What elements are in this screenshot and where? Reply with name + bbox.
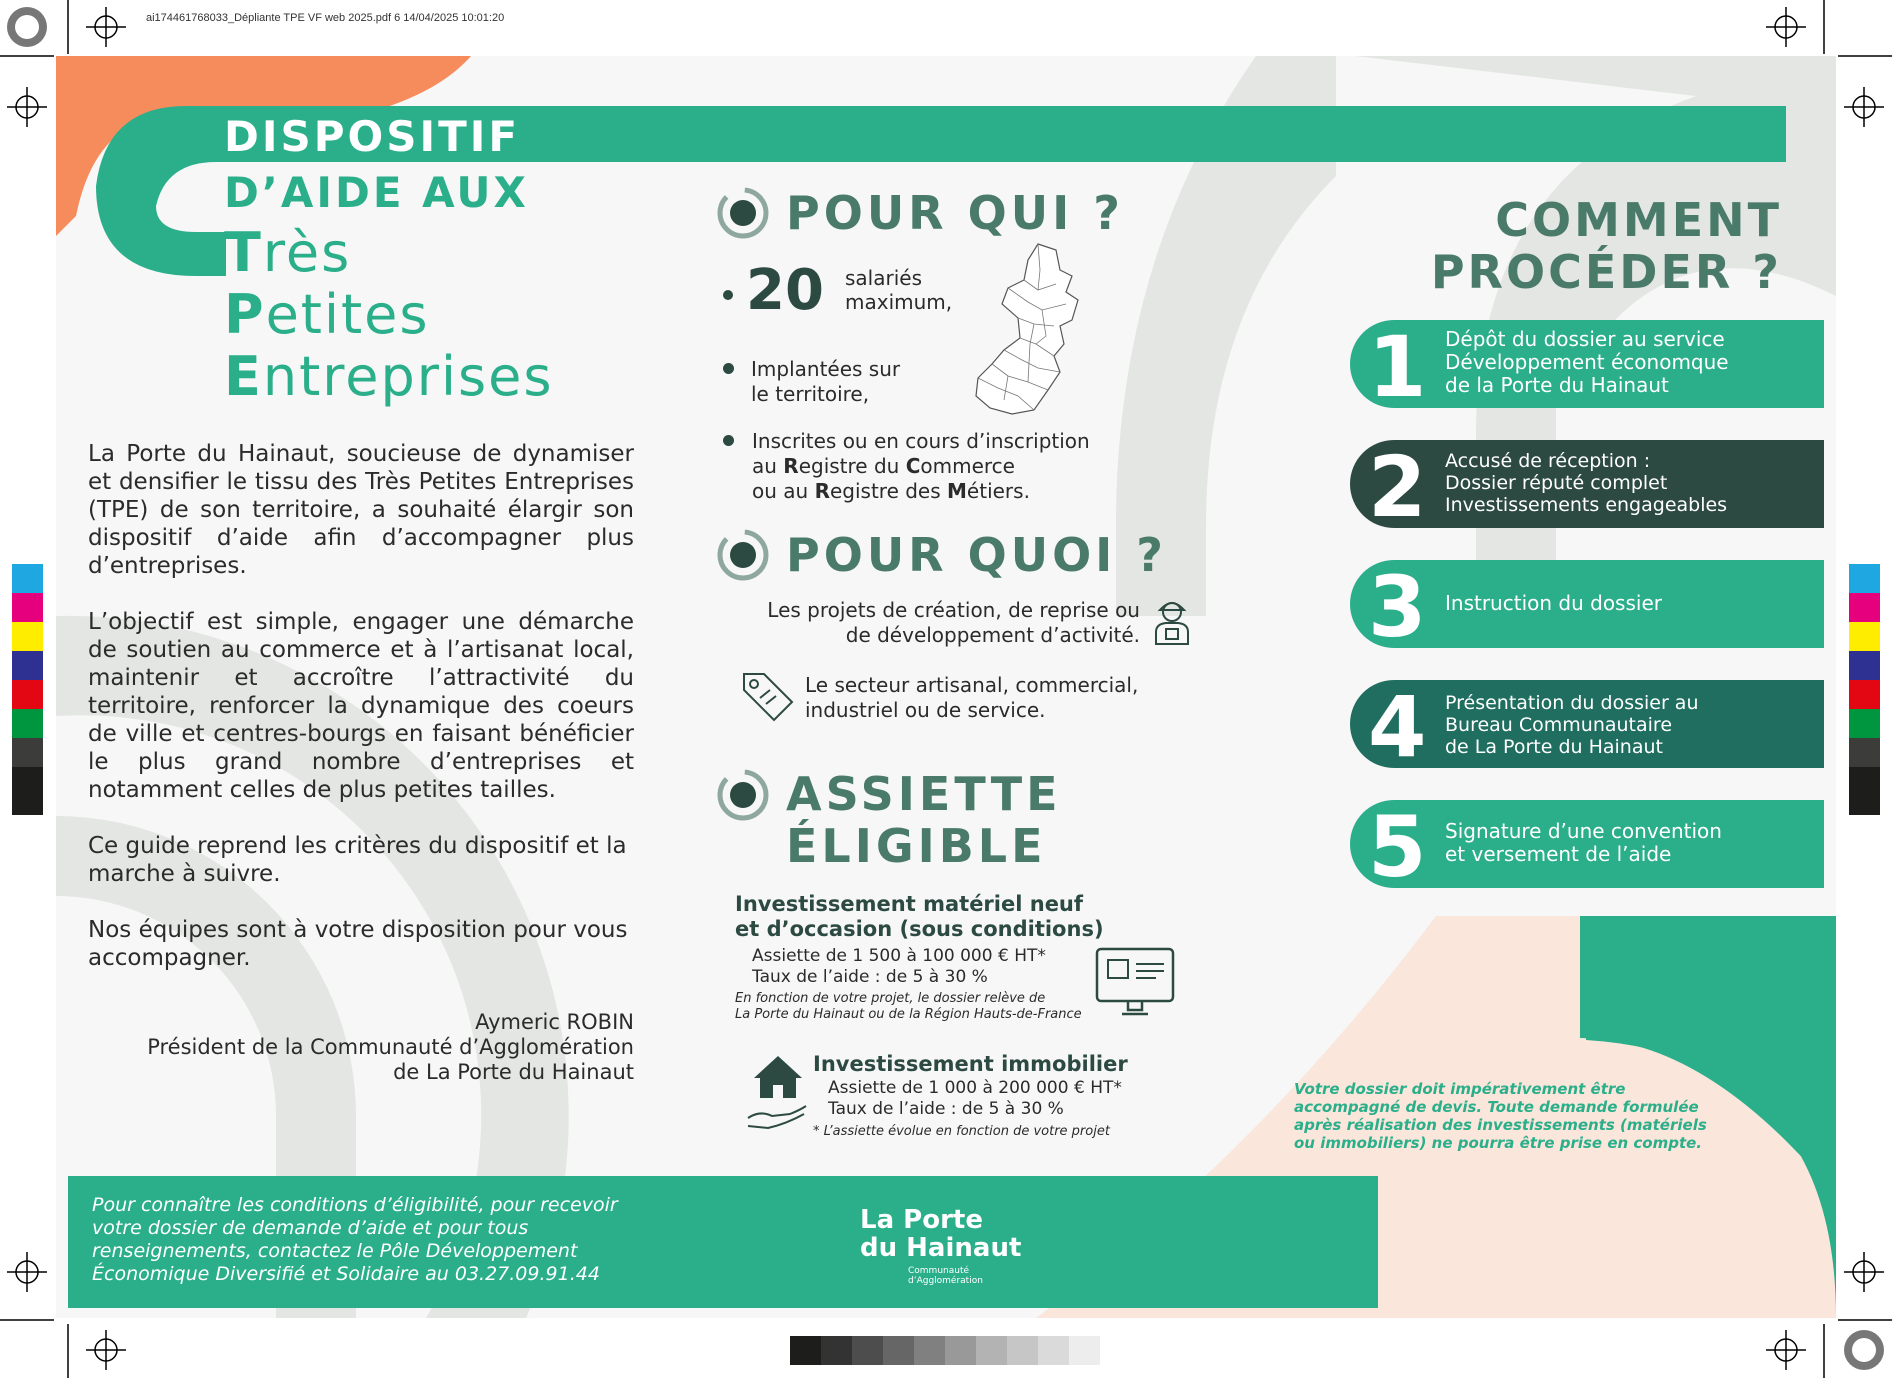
step-4: 4 Présentation du dossier au Bureau Communautaire de La Porte du Hainaut bbox=[1350, 680, 1824, 768]
footer-contact-text: Pour connaître les conditions d’éligibilité, pour recevoir votre dossier de demande d’aide et pour tous renseignements, contactez le Pôle Développement Économique Diversifié et Solidaire au 03.27.09.91.44 bbox=[92, 1194, 618, 1285]
pour-qui-item-territoire: Implantées sur le territoire, bbox=[751, 357, 901, 406]
pour-qui-title: POUR QUI ? bbox=[786, 186, 1124, 240]
title-acronym bbox=[224, 222, 554, 408]
title-word-petites: Petites bbox=[224, 283, 430, 346]
step-3: 3 Instruction du dossier bbox=[1350, 560, 1824, 648]
bullet bbox=[723, 363, 734, 374]
intro-paragraph: Ce guide reprend les critères du dispositif et la marche à suivre. bbox=[88, 833, 627, 887]
computer-icon bbox=[1094, 946, 1178, 1018]
immo-title: Investissement immobilier bbox=[813, 1052, 1128, 1076]
title-word-entreprises: Entreprises bbox=[224, 345, 554, 408]
bullet bbox=[723, 435, 734, 446]
signature-name: Aymeric ROBIN bbox=[475, 1010, 634, 1034]
title-word-tres: Très bbox=[224, 221, 352, 284]
footer-logo: La Porte du Hainaut Communauté d’Agglomération bbox=[860, 1205, 1022, 1286]
number-20: 20 bbox=[746, 258, 824, 323]
comment-title: COMMENT PROCÉDER ? bbox=[1430, 193, 1782, 299]
intro-paragraph: Nos équipes sont à votre disposition pour vous accompagner. bbox=[88, 917, 628, 971]
materiel-details: Assiette de 1 500 à 100 000 € HT* Taux de l’aide : de 5 à 30 % bbox=[752, 946, 1046, 987]
step-2: 2 Accusé de réception : Dossier réputé complet Investissements engageables bbox=[1350, 440, 1824, 528]
pour-quoi-projets: Les projets de création, de reprise ou de développement d’activité. bbox=[767, 598, 1140, 647]
materiel-note: En fonction de votre projet, le dossier relève de La Porte du Hainaut ou de la Région Hauts-de-France bbox=[735, 991, 1082, 1022]
immo-details: Assiette de 1 000 à 200 000 € HT* Taux de l’aide : de 5 à 30 % bbox=[828, 1078, 1122, 1119]
signature-role: Président de la Communauté d’Agglomération bbox=[147, 1035, 634, 1059]
immo-note: * L’assiette évolue en fonction de votre projet bbox=[813, 1124, 1110, 1139]
worker-icon bbox=[1150, 598, 1194, 646]
main-title bbox=[224, 110, 529, 222]
materiel-title: Investissement matériel neuf et d’occasion (sous conditions) bbox=[735, 892, 1104, 941]
price-tag-icon bbox=[738, 668, 798, 722]
assiette-title: ASSIETTE ÉLIGIBLE bbox=[786, 767, 1062, 873]
pour-qui-item-registre: Inscrites ou en cours d’inscription au Registre du Commerce ou au Registre des Métiers. bbox=[752, 429, 1090, 503]
signature-role: de La Porte du Hainaut bbox=[393, 1060, 634, 1084]
intro-paragraph: La Porte du Hainaut, soucieuse de dynamiser et densifier le tissu des Très Petites Entreprises (TPE) de son territoire, a souhaité élargir son dispositif d’aide afin d’accompagner plus d’entreprises. bbox=[88, 441, 634, 579]
pour-quoi-secteur: Le secteur artisanal, commercial, industriel ou de service. bbox=[805, 673, 1139, 722]
number-label: salariés maximum, bbox=[845, 266, 953, 314]
target-icon bbox=[716, 768, 770, 822]
signature bbox=[74, 1010, 634, 1085]
pour-quoi-title: POUR QUOI ? bbox=[786, 528, 1167, 582]
target-icon bbox=[716, 528, 770, 582]
print-header: ai174461768033_Dépliante TPE VF web 2025.pdf 6 14/04/2025 10:01:20 bbox=[146, 12, 505, 24]
territory-map bbox=[968, 240, 1104, 420]
intro-text bbox=[88, 440, 634, 1000]
bullet bbox=[723, 290, 733, 300]
house-hand-icon bbox=[746, 1052, 808, 1132]
step-5: 5 Signature d’une convention et versement de l’aide bbox=[1350, 800, 1824, 888]
step-1: 1 Dépôt du dossier au service Développement économque de la Porte du Hainaut bbox=[1350, 320, 1824, 408]
title-line-daide: D’AIDE AUX bbox=[224, 168, 529, 217]
warning-note: Votre dossier doit impérativement être accompagné de devis. Toute demande formulée après réalisation des investissements (matériels ou immobiliers) ne pourra être prise en compte. bbox=[1294, 1080, 1707, 1152]
target-icon bbox=[716, 186, 770, 240]
title-line-dispositif: DISPOSITIF bbox=[224, 112, 521, 161]
intro-paragraph: L’objectif est simple, engager une démarche de soutien au commerce et à l’artisanat local, maintenir et accroître l’attractivité du territoire, renforcer la dynamique des coeurs de ville et centres-bourgs en faisant bénéficier le plus grand nombre d’entreprises et notamment celles de plus petites tailles. bbox=[88, 609, 634, 803]
